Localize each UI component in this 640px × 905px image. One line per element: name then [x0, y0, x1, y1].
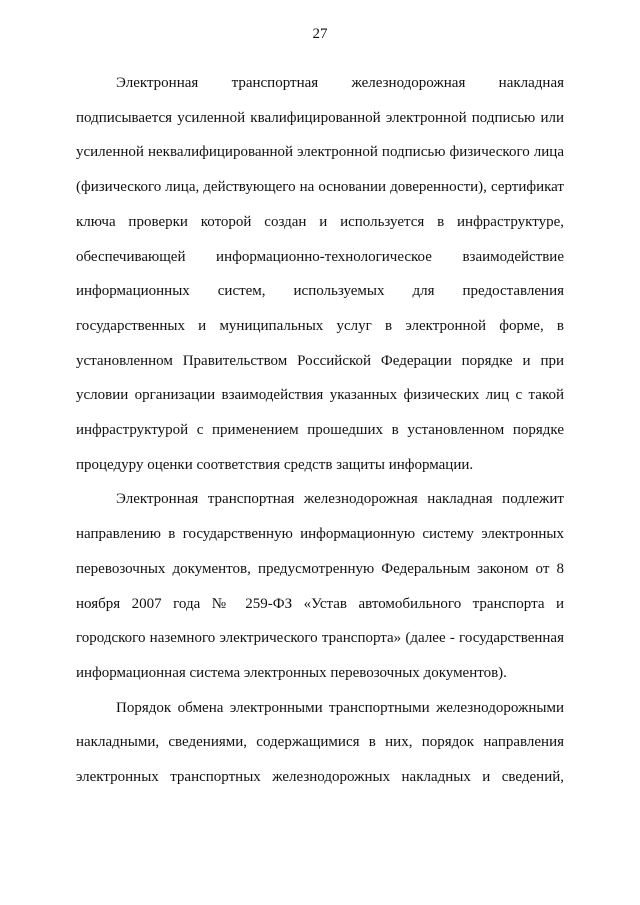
paragraph-state-system: Электронная транспортная железнодорожная накладная подлежит направлению в государственную информационную систему электронных перевозочных документов, предусмотренную Федеральным законом от 8 ноября 2007 года № 259-ФЗ «Устав автомобильного транспорта и городского наземного электрического транспорта» (далее - государственная информационная система электронных перевозочных документов).: [76, 491, 564, 681]
page-number: 27: [312, 26, 328, 42]
paragraph-signature: Электронная транспортная железнодорожная накладная подписывается усиленной квалифицированной электронной подписью или усиленной неквалифицированной электронной подписью физического лица (физического лица, действующего на основании доверенности), сертификат ключа проверки которой создан и используется в инфраструктуре, обеспечивающей информационно-технологическое взаимодействие информационных систем, используемых для предоставления государственных и муниципальных услуг в электронной форме, в установленном Правительством Российской Федерации порядке и при условии организации взаимодействия указанных физических лиц с такой инфраструктурой с применением прошедших в установленном порядке процедуру оценки соответствия средств защиты информации.: [76, 75, 564, 473]
paragraph-exchange-procedure: Порядок обмена электронными транспортными железнодорожными накладными, сведениями, содержащимися в них, порядок направления электронных транспортных железнодорожных накладных и сведений,: [76, 699, 564, 786]
document-body: [76, 66, 564, 795]
